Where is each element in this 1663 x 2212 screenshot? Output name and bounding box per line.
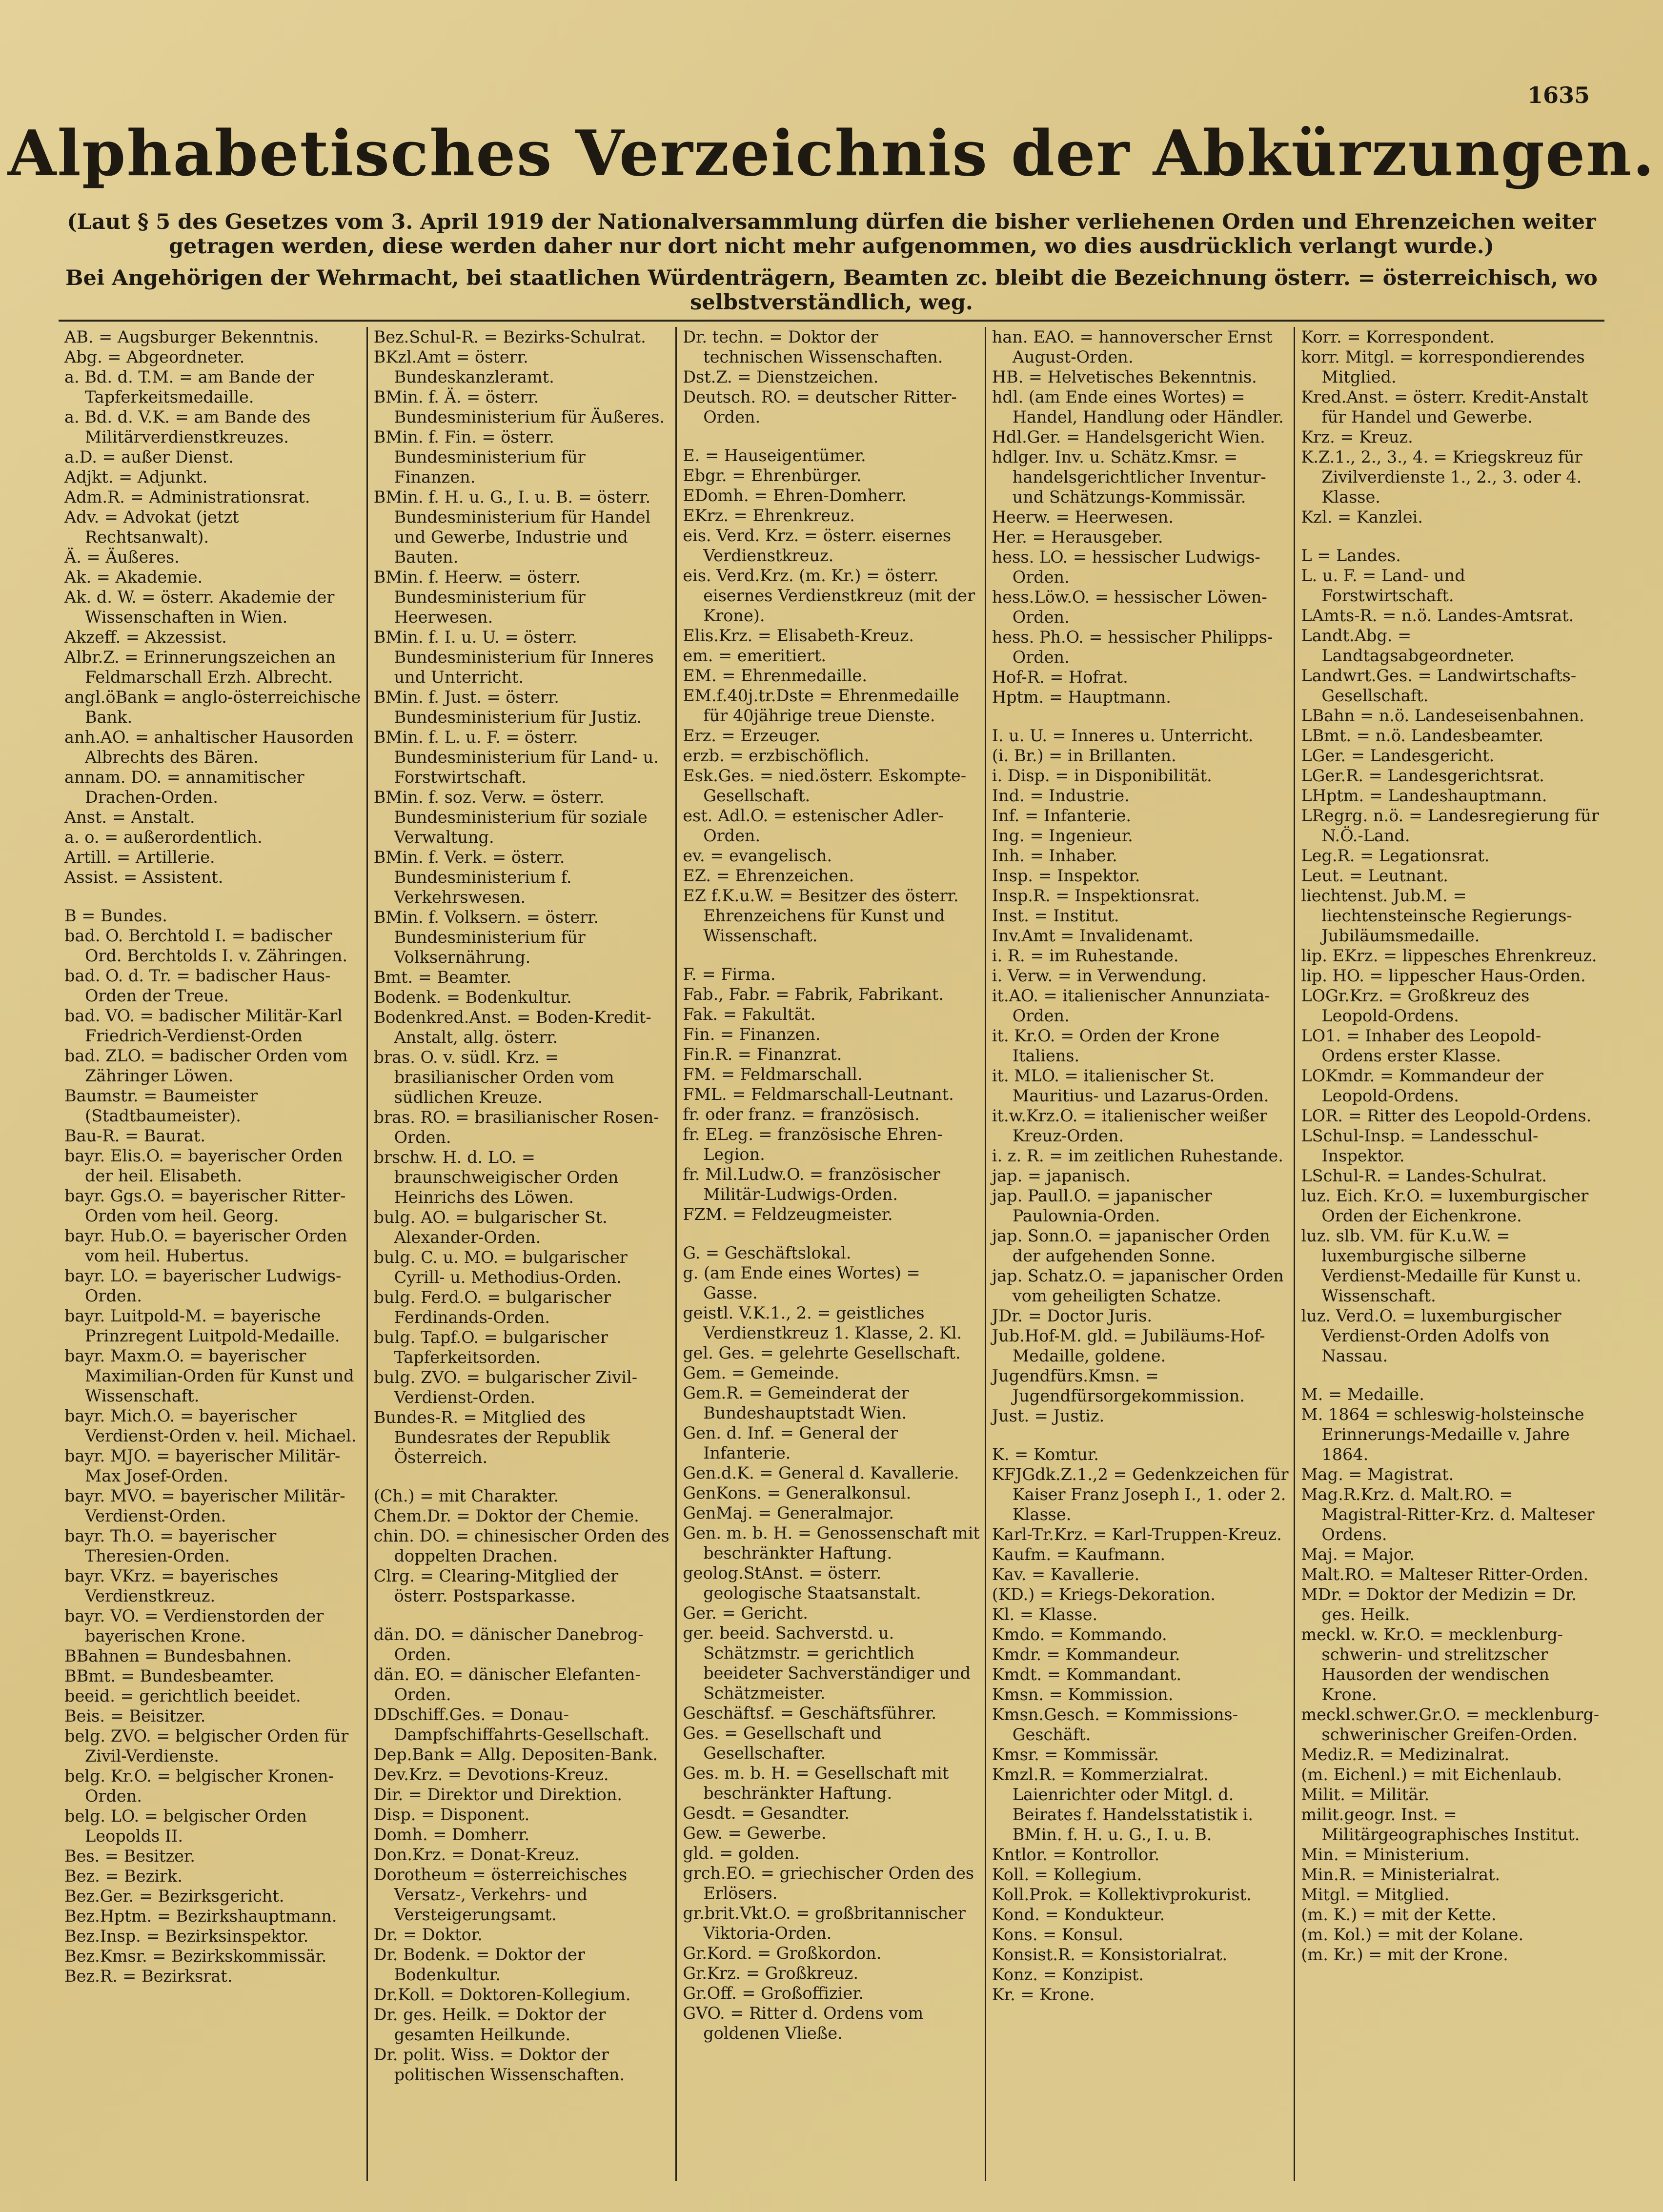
- abbreviation-entry: Abg. = Abgeordneter.: [64, 347, 245, 366]
- abbreviation-entry: eis. Verd. Krz. = österr. eisernes Verdienstkreuz.: [683, 526, 952, 565]
- abbreviation-entry: Konsist.R. = Konsistorialrat.: [992, 1945, 1228, 1964]
- column-4: [986, 327, 1296, 2181]
- abbreviation-entry: meckl. w. Kr.O. = mecklenburg-schwerin- und strelitzscher Hausorden der wendischen Krone.: [1301, 1625, 1563, 1704]
- abbreviation-entry: GenKons. = Generalkonsul.: [683, 1483, 912, 1502]
- abbreviation-entry: bayr. MVO. = bayerischer Militär-Verdienst-Orden.: [64, 1486, 345, 1525]
- abbreviation-entry: geolog.StAnst. = österr. geologische Staatsanstalt.: [683, 1563, 921, 1603]
- abbreviation-entry: Ind. = Industrie.: [992, 786, 1130, 805]
- abbreviation-entry: Kmsr. = Kommissär.: [992, 1745, 1159, 1764]
- abbreviation-entry: bayr. Maxm.O. = bayerischer Maximilian-Orden für Kunst und Wissenschaft.: [64, 1346, 354, 1405]
- abbreviation-entry: Gen. m. b. H. = Genossenschaft mit beschränkter Haftung.: [683, 1523, 980, 1563]
- abbreviation-entry: E. = Hauseigentümer.: [683, 446, 866, 465]
- abbreviation-entry: BMin. f. Ä. = österr. Bundesministerium für Äußeres.: [373, 387, 665, 426]
- abbreviation-entry: (m. Eichenl.) = mit Eichenlaub.: [1301, 1765, 1562, 1784]
- abbreviation-entry: Bundes-R. = Mitglied des Bundesrates der Republik Österreich.: [373, 1408, 610, 1467]
- abbreviation-entry: Kmsn. = Kommission.: [992, 1685, 1174, 1704]
- abbreviation-entry: Clrg. = Clearing-Mitglied der österr. Postsparkasse.: [373, 1566, 619, 1605]
- abbreviation-entry: EDomh. = Ehren-Domherr.: [683, 486, 907, 505]
- abbreviation-entry: EZ. = Ehrenzeichen.: [683, 866, 854, 885]
- abbreviation-entry: Kmdt. = Kommandant.: [992, 1665, 1181, 1684]
- abbreviation-entry: BMin. f. Fin. = österr. Bundesministerium für Finanzen.: [373, 427, 586, 487]
- abbreviation-entry: Insp.R. = Inspektionsrat.: [992, 886, 1200, 905]
- abbreviation-entry: lip. EKrz. = lippesches Ehrenkreuz.: [1301, 946, 1597, 965]
- abbreviation-entry: GenMaj. = Generalmajor.: [683, 1503, 894, 1522]
- abbreviation-entry: Adjkt. = Adjunkt.: [64, 467, 208, 487]
- abbreviation-entry: Albr.Z. = Erinnerungszeichen an Feldmarschall Erzh. Albrecht.: [64, 648, 336, 687]
- abbreviation-entry: Kred.Anst. = österr. Kredit-Anstalt für Handel und Gewerbe.: [1301, 387, 1588, 426]
- abbreviation-entry: Landt.Abg. = Landtagsabgeordneter.: [1301, 626, 1515, 665]
- abbreviation-entry: luz. Eich. Kr.O. = luxemburgischer Orden der Eichenkrone.: [1301, 1186, 1589, 1225]
- abbreviation-entry: LGer. = Landesgericht.: [1301, 746, 1495, 765]
- abbreviation-entry: LSchul-Insp. = Landesschul-Inspektor.: [1301, 1126, 1539, 1165]
- abbreviation-entry: G. = Geschäftslokal.: [683, 1243, 852, 1262]
- abbreviation-entry: Domh. = Domherr.: [373, 1825, 530, 1844]
- intro-note-secondary: Bei Angehörigen der Wehrmacht, bei staatlichen Würdenträgern, Beamten zc. bleibt die Bezeichnung österr. = österreichisch, wo selbstverständlich, weg.: [65, 266, 1598, 315]
- abbreviation-entry: Ak. d. W. = österr. Akademie der Wissenschaften in Wien.: [64, 588, 335, 627]
- abbreviation-entry: Kav. = Kavallerie.: [992, 1565, 1140, 1584]
- abbreviation-entry: Kzl. = Kanzlei.: [1301, 507, 1423, 527]
- abbreviation-entry: AB. = Augsburger Bekenntnis.: [64, 327, 319, 346]
- abbreviation-entry: a. Bd. d. V.K. = am Bande des Militärverdienstkreuzes.: [64, 407, 311, 446]
- abbreviation-entry: HB. = Helvetisches Bekenntnis.: [992, 367, 1257, 386]
- abbreviation-entry: Karl-Tr.Krz. = Karl-Truppen-Kreuz.: [992, 1525, 1282, 1544]
- abbreviation-entry: KFJGdk.Z.1.,2 = Gedenkzeichen für Kaiser Franz Joseph I., 1. oder 2. Klasse.: [992, 1465, 1289, 1524]
- abbreviation-entry: Koll.Prok. = Kollektivprokurist.: [992, 1885, 1252, 1904]
- abbreviation-entry: Dr. techn. = Doktor der technischen Wissenschaften.: [683, 327, 943, 366]
- abbreviation-entry: Insp. = Inspektor.: [992, 866, 1140, 885]
- abbreviation-entry: belg. LO. = belgischer Orden Leopolds II.: [64, 1806, 307, 1846]
- abbreviation-entry: i. z. R. = im zeitlichen Ruhestande.: [992, 1146, 1283, 1165]
- abbreviation-entry: (m. Kol.) = mit der Kolane.: [1301, 1925, 1524, 1944]
- abbreviation-entry: Kaufm. = Kaufmann.: [992, 1545, 1166, 1564]
- abbreviation-entry: LOGr.Krz. = Großkreuz des Leopold-Ordens.: [1301, 986, 1530, 1025]
- abbreviation-entry: a. Bd. d. T.M. = am Bande der Tapferkeitsmedaille.: [64, 367, 314, 406]
- abbreviation-entry: erzb. = erzbischöflich.: [683, 746, 870, 765]
- abbreviation-entry: Krz. = Kreuz.: [1301, 427, 1413, 446]
- abbreviation-entry: Ges. m. b. H. = Gesellschaft mit beschränkter Haftung.: [683, 1764, 949, 1803]
- abbreviation-entry: Dr.Koll. = Doktoren-Kollegium.: [373, 1985, 631, 2004]
- abbreviation-entry: F. = Firma.: [683, 965, 776, 984]
- abbreviation-entry: Koll. = Kollegium.: [992, 1865, 1142, 1884]
- page-number: 1635: [1527, 82, 1590, 108]
- abbreviation-entry: bayr. Ggs.O. = bayerischer Ritter-Orden vom heil. Georg.: [64, 1186, 346, 1225]
- abbreviation-entry: jap. Paull.O. = japanischer Paulownia-Orden.: [992, 1186, 1212, 1225]
- abbreviation-entry: MDr. = Doktor der Medizin = Dr. ges. Heilk.: [1301, 1585, 1577, 1624]
- abbreviation-entry: Bes. = Besitzer.: [64, 1847, 195, 1866]
- abbreviation-entry: (Ch.) = mit Charakter.: [373, 1486, 559, 1505]
- abbreviation-entry: BMin. f. Verk. = österr. Bundesministerium f. Verkehrswesen.: [373, 848, 572, 907]
- abbreviation-entry: Kr. = Krone.: [992, 1985, 1095, 2004]
- abbreviation-entry: Bez.Schul-R. = Bezirks-Schulrat.: [373, 327, 646, 346]
- abbreviation-entry: gr.brit.Vkt.O. = großbritannischer Viktoria-Orden.: [683, 1904, 966, 1943]
- abbreviation-entry: Ger. = Gericht.: [683, 1603, 808, 1623]
- abbreviation-entry: BMin. f. soz. Verw. = österr. Bundesministerium für soziale Verwaltung.: [373, 788, 648, 847]
- abbreviation-entry: Fin. = Finanzen.: [683, 1025, 821, 1044]
- abbreviation-entry: gel. Ges. = gelehrte Gesellschaft.: [683, 1343, 961, 1362]
- abbreviation-entry: K. = Komtur.: [992, 1445, 1099, 1464]
- abbreviation-entry: Hptm. = Hauptmann.: [992, 688, 1171, 707]
- abbreviation-entry: (m. K.) = mit der Kette.: [1301, 1905, 1497, 1924]
- abbreviation-entry: Bodenk. = Bodenkultur.: [373, 988, 572, 1007]
- abbreviation-entry: Bez.Ger. = Bezirksgericht.: [64, 1887, 284, 1906]
- abbreviation-entry: Erz. = Erzeuger.: [683, 726, 821, 745]
- abbreviation-entry: (i. Br.) = in Brillanten.: [992, 746, 1176, 765]
- abbreviation-entry: jap. Sonn.O. = japanischer Orden der aufgehenden Sonne.: [992, 1226, 1270, 1265]
- abbreviation-entry: LHptm. = Landeshauptmann.: [1301, 786, 1547, 805]
- abbreviation-entry: Mag. = Magistrat.: [1301, 1465, 1454, 1484]
- abbreviation-entry: Ä. = Äußeres.: [64, 548, 180, 567]
- abbreviation-entry: LAmts-R. = n.ö. Landes-Amtsrat.: [1301, 606, 1574, 625]
- abbreviation-entry: BMin. f. I. u. U. = österr. Bundesministerium für Inneres und Unterricht.: [373, 628, 654, 687]
- abbreviation-entry: Min. = Ministerium.: [1301, 1845, 1470, 1864]
- abbreviation-entry: bayr. Luitpold-M. = bayerische Prinzregent Luitpold-Medaille.: [64, 1306, 340, 1345]
- abbreviation-entry: Fak. = Fakultät.: [683, 1005, 816, 1024]
- abbreviation-entry: Don.Krz. = Donat-Kreuz.: [373, 1845, 580, 1864]
- abbreviation-entry: BMin. f. H. u. G., I. u. B. = österr. Bundesministerium für Handel und Gewerbe, Industrie und Bauten.: [373, 487, 651, 567]
- abbreviation-entry: EM. = Ehrenmedaille.: [683, 666, 868, 685]
- abbreviation-entry: Kond. = Kondukteur.: [992, 1905, 1165, 1924]
- abbreviation-entry: LGer.R. = Landesgerichtsrat.: [1301, 766, 1544, 785]
- abbreviation-entry: bayr. Hub.O. = bayerischer Orden vom heil. Hubertus.: [64, 1226, 347, 1265]
- abbreviation-entry: fr. Mil.Ludw.O. = französischer Militär-Ludwigs-Orden.: [683, 1165, 940, 1204]
- abbreviation-entry: Hdl.Ger. = Handelsgericht Wien.: [992, 427, 1265, 446]
- abbreviation-entry: Deutsch. RO. = deutscher Ritter-Orden.: [683, 387, 957, 426]
- abbreviation-entry: FML. = Feldmarschall-Leutnant.: [683, 1085, 954, 1104]
- abbreviation-entry: belg. Kr.O. = belgischer Kronen-Orden.: [64, 1766, 334, 1806]
- abbreviation-entry: anh.AO. = anhaltischer Hausorden Albrechts des Bären.: [64, 728, 354, 767]
- abbreviation-entry: EKrz. = Ehrenkreuz.: [683, 506, 855, 525]
- abbreviation-entry: EM.f.40j.tr.Dste = Ehrenmedaille für 40jährige treue Dienste.: [683, 686, 959, 725]
- abbreviation-entry: Fin.R. = Finanzrat.: [683, 1045, 842, 1064]
- abbreviation-entry: M. 1864 = schleswig-holsteinsche Erinnerungs-Medaille v. Jahre 1864.: [1301, 1405, 1584, 1464]
- abbreviation-entry: Her. = Herausgeber.: [992, 528, 1163, 547]
- abbreviation-entry: hess. Ph.O. = hessischer Philipps-Orden.: [992, 628, 1273, 667]
- abbreviation-entry: luz. slb. VM. für K.u.W. = luxemburgische silberne Verdienst-Medaille für Kunst u. Wissenschaft.: [1301, 1226, 1582, 1305]
- abbreviation-entry: Kmdo. = Kommando.: [992, 1625, 1167, 1644]
- abbreviation-entry: Adm.R. = Administrationsrat.: [64, 487, 310, 507]
- abbreviation-entry: bayr. Th.O. = bayerischer Theresien-Orden.: [64, 1526, 277, 1565]
- abbreviation-entry: Konz. = Konzipist.: [992, 1965, 1144, 1984]
- abbreviation-entry: FZM. = Feldzeugmeister.: [683, 1205, 893, 1224]
- abbreviation-entry: jap. = japanisch.: [992, 1166, 1131, 1185]
- abbreviation-entry: bayr. Mich.O. = bayerischer Verdienst-Orden v. heil. Michael.: [64, 1406, 357, 1445]
- abbreviation-entry: Ing. = Ingenieur.: [992, 826, 1133, 845]
- abbreviation-entry: EZ f.K.u.W. = Besitzer des österr. Ehrenzeichens für Kunst und Wissenschaft.: [683, 886, 959, 945]
- abbreviation-entry: Anst. = Anstalt.: [64, 808, 195, 827]
- abbreviation-entry: geistl. V.K.1., 2. = geistliches Verdienstkreuz 1. Klasse, 2. Kl.: [683, 1303, 962, 1342]
- abbreviation-entry: bras. O. v. südl. Krz. = brasilianischer Orden vom südlichen Kreuze.: [373, 1048, 614, 1107]
- abbreviation-entry: Malt.RO. = Malteser Ritter-Orden.: [1301, 1565, 1589, 1584]
- abbreviation-entry: bulg. AO. = bulgarischer St. Alexander-Orden.: [373, 1208, 608, 1247]
- abbreviation-entry: ev. = evangelisch.: [683, 846, 832, 865]
- abbreviation-entry: Esk.Ges. = nied.österr. Eskompte-Gesellschaft.: [683, 766, 967, 805]
- abbreviation-entry: Dev.Krz. = Devotions-Kreuz.: [373, 1765, 609, 1784]
- abbreviation-entry: Kmsn.Gesch. = Kommissions-Geschäft.: [992, 1705, 1238, 1744]
- abbreviation-entry: i. Verw. = in Verwendung.: [992, 966, 1207, 985]
- abbreviation-entry: L. u. F. = Land- und Forstwirtschaft.: [1301, 566, 1465, 605]
- abbreviation-entry: Gew. = Gewerbe.: [683, 1824, 827, 1843]
- intro-note: (Laut § 5 des Gesetzes vom 3. April 1919 der Nationalversammlung dürfen die bisher verliehenen Orden und Ehrenzeichen weiter getragen werden, diese werden daher nur dort nicht mehr aufgenommen, wo dies ausdrücklich verlangt wurde.): [67, 210, 1596, 259]
- abbreviation-entry: Hof-R. = Hofrat.: [992, 668, 1128, 687]
- abbreviation-entry: LOKmdr. = Kommandeur der Leopold-Ordens.: [1301, 1066, 1543, 1105]
- abbreviation-entry: bayr. Elis.O. = bayerischer Orden der heil. Elisabeth.: [64, 1146, 343, 1185]
- abbreviation-entry: Mag.R.Krz. d. Malt.RO. = Magistral-Ritter-Krz. d. Malteser Ordens.: [1301, 1485, 1595, 1544]
- abbreviation-entry: Mediz.R. = Medizinalrat.: [1301, 1745, 1510, 1764]
- abbreviation-entry: Gen. d. Inf. = General der Infanterie.: [683, 1423, 898, 1462]
- abbreviation-entry: Jugendfürs.Kmsn. = Jugendfürsorgekommission.: [992, 1366, 1245, 1405]
- abbreviation-entry: liechtenst. Jub.M. = liechtensteinsche Regierungs-Jubiläumsmedaille.: [1301, 886, 1572, 945]
- abbreviation-entry: hess. LO. = hessischer Ludwigs-Orden.: [992, 548, 1260, 587]
- abbreviation-entry: Dir. = Direktor und Direktion.: [373, 1785, 623, 1804]
- abbreviation-entry: Dr. ges. Heilk. = Doktor der gesamten Heilkunde.: [373, 2005, 606, 2044]
- abbreviation-entry: Gen.d.K. = General d. Kavallerie.: [683, 1463, 959, 1482]
- abbreviation-entry: Beis. = Beisitzer.: [64, 1706, 206, 1725]
- abbreviation-entry: bayr. VO. = Verdienstorden der bayerischen Krone.: [64, 1606, 324, 1645]
- abbreviation-entry: Ak. = Akademie.: [64, 568, 203, 587]
- abbreviation-entry: Baumstr. = Baumeister (Stadtbaumeister).: [64, 1086, 258, 1125]
- abbreviation-entry: milit.geogr. Inst. = Militärgeographisches Institut.: [1301, 1805, 1580, 1844]
- abbreviation-entry: eis. Verd.Krz. (m. Kr.) = österr. eisernes Verdienstkreuz (mit der Krone).: [683, 566, 975, 625]
- abbreviation-entry: meckl.schwer.Gr.O. = mecklenburg-schwerinischer Greifen-Orden.: [1301, 1705, 1600, 1744]
- abbreviation-entry: Adv. = Advokat (jetzt Rechtsanwalt).: [64, 507, 239, 547]
- abbreviation-entry: fr. ELeg. = französische Ehren-Legion.: [683, 1125, 943, 1164]
- abbreviation-entry: LBmt. = n.ö. Landesbeamter.: [1301, 726, 1544, 745]
- abbreviation-entry: Bmt. = Beamter.: [373, 968, 511, 987]
- abbreviation-entry: Dorotheum = österreichisches Versatz-, Verkehrs- und Versteigerungsamt.: [373, 1865, 628, 1924]
- abbreviation-entry: belg. ZVO. = belgischer Orden für Zivil-Verdienste.: [64, 1726, 349, 1766]
- abbreviation-entry: BMin. f. Heerw. = österr. Bundesministerium für Heerwesen.: [373, 568, 586, 627]
- abbreviation-entry: bad. O. Berchtold I. = badischer Ord. Berchtolds I. v. Zähringen.: [64, 926, 348, 965]
- abbreviation-entry: a.D. = außer Dienst.: [64, 447, 234, 467]
- abbreviation-entry: it.w.Krz.O. = italienischer weißer Kreuz-Orden.: [992, 1106, 1267, 1145]
- abbreviation-entry: dän. DO. = dänischer Danebrog-Orden.: [373, 1625, 644, 1664]
- abbreviation-entry: (m. Kr.) = mit der Krone.: [1301, 1945, 1508, 1964]
- abbreviation-entry: B = Bundes.: [64, 906, 167, 925]
- abbreviation-entry: (KD.) = Kriegs-Dekoration.: [992, 1585, 1216, 1604]
- abbreviation-entry: BBmt. = Bundesbeamter.: [64, 1666, 274, 1685]
- abbreviation-entry: bulg. Tapf.O. = bulgarischer Tapferkeitsorden.: [373, 1328, 608, 1367]
- abbreviation-entry: Min.R. = Ministerialrat.: [1301, 1865, 1501, 1884]
- abbreviation-entry: Leut. = Leutnant.: [1301, 866, 1448, 885]
- abbreviation-entry: Gr.Krz. = Großkreuz.: [683, 1964, 858, 1983]
- abbreviation-entry: em. = emeritiert.: [683, 646, 827, 665]
- abbreviation-entry: Geschäftsf. = Geschäftsführer.: [683, 1704, 937, 1723]
- abbreviation-entry: M. = Medaille.: [1301, 1385, 1424, 1404]
- abbreviation-entry: bad. ZLO. = badischer Orden vom Zähringer Löwen.: [64, 1046, 348, 1085]
- abbreviation-entry: Fab., Fabr. = Fabrik, Fabrikant.: [683, 985, 944, 1004]
- abbreviation-entry: Jub.Hof-M. gld. = Jubiläums-Hof-Medaille, goldene.: [992, 1326, 1265, 1365]
- abbreviation-entry: BMin. f. L. u. F. = österr. Bundesministerium für Land- u. Forstwirtschaft.: [373, 728, 659, 787]
- abbreviation-entry: I. u. U. = Inneres u. Unterricht.: [992, 726, 1254, 745]
- abbreviation-entry: Akzeff. = Akzessist.: [64, 628, 227, 647]
- abbreviation-entry: Bez.Hptm. = Bezirkshauptmann.: [64, 1907, 337, 1926]
- abbreviation-entry: han. EAO. = hannoverscher Ernst August-Orden.: [992, 327, 1273, 366]
- abbreviation-entry: Heerw. = Heerwesen.: [992, 507, 1174, 527]
- abbreviation-entry: g. (am Ende eines Wortes) = Gasse.: [683, 1263, 920, 1302]
- abbreviation-entry: angl.öBank = anglo-österreichische Bank.: [64, 688, 361, 727]
- abbreviation-entry: Bez. = Bezirk.: [64, 1867, 183, 1886]
- abbreviation-entry: i. R. = im Ruhestande.: [992, 946, 1179, 965]
- abbreviation-entry: Gem.R. = Gemeinderat der Bundeshauptstadt Wien.: [683, 1383, 909, 1422]
- abbreviation-entry: Inf. = Infanterie.: [992, 806, 1132, 825]
- abbreviation-entry: Bodenkred.Anst. = Boden-Kredit-Anstalt, allg. österr.: [373, 1008, 651, 1047]
- abbreviation-entry: Dep.Bank = Allg. Depositen-Bank.: [373, 1745, 658, 1764]
- abbreviation-entry: Kmzl.R. = Kommerzialrat. Laienrichter oder Mitgl. d. Beirates f. Handelsstatistik i. BMin. f. H. u. G., I. u. B.: [992, 1765, 1253, 1844]
- abbreviation-entry: Assist. = Assistent.: [64, 868, 223, 887]
- abbreviation-entry: it. Kr.O. = Orden der Krone Italiens.: [992, 1026, 1220, 1065]
- abbreviation-entry: Gr.Off. = Großoffizier.: [683, 1984, 864, 2003]
- abbreviation-entry: Inst. = Institut.: [992, 906, 1119, 925]
- abbreviation-entry: Dr. Bodenk. = Doktor der Bodenkultur.: [373, 1945, 585, 1984]
- abbreviation-entry: L = Landes.: [1301, 546, 1401, 565]
- page-title: Alphabetisches Verzeichnis der Abkürzungen.: [7, 117, 1656, 190]
- abbreviation-entry: Bez.Kmsr. = Bezirkskommissär.: [64, 1947, 327, 1966]
- abbreviation-entry: LRegrg. n.ö. = Landesregierung für N.Ö.-Land.: [1301, 806, 1600, 845]
- abbreviation-entry: hdlger. Inv. u. Schätz.Kmsr. = handelsgerichtlicher Inventur- und Schätzungs-Kommissär.: [992, 447, 1266, 507]
- abbreviation-entry: fr. oder franz. = französisch.: [683, 1105, 920, 1124]
- abbreviation-entry: Kl. = Klasse.: [992, 1605, 1098, 1624]
- abbreviation-entry: Just. = Justiz.: [992, 1406, 1105, 1425]
- abbreviation-entry: bayr. LO. = bayerischer Ludwigs-Orden.: [64, 1266, 342, 1305]
- abbreviation-entry: chin. DO. = chinesischer Orden des doppelten Drachen.: [373, 1526, 669, 1565]
- abbreviation-entry: Kmdr. = Kommandeur.: [992, 1645, 1180, 1664]
- abbreviation-entry: JDr. = Doctor Juris.: [992, 1306, 1153, 1325]
- abbreviation-entry: Dr. = Doktor.: [373, 1925, 483, 1944]
- abbreviation-entry: Elis.Krz. = Elisabeth-Kreuz.: [683, 626, 914, 645]
- abbreviation-entry: FM. = Feldmarschall.: [683, 1065, 863, 1084]
- abbreviation-entry: Inh. = Inhaber.: [992, 846, 1117, 865]
- abbreviation-entry: bad. VO. = badischer Militär-Karl Friedrich-Verdienst-Orden: [64, 1006, 343, 1045]
- abbreviation-entry: it. MLO. = italienischer St. Mauritius- und Lazarus-Orden.: [992, 1066, 1269, 1105]
- column-3: [677, 327, 986, 2181]
- abbreviation-entry: est. Adl.O. = estenischer Adler-Orden.: [683, 806, 944, 845]
- abbreviation-entry: Ebgr. = Ehrenbürger.: [683, 466, 862, 485]
- column-5: [1295, 327, 1604, 2181]
- abbreviation-entry: annam. DO. = annamitischer Drachen-Orden.: [64, 768, 304, 807]
- abbreviation-entry: gld. = golden.: [683, 1844, 800, 1863]
- abbreviation-entry: hess.Löw.O. = hessischer Löwen-Orden.: [992, 588, 1267, 627]
- abbreviation-entry: bayr. VKrz. = bayerisches Verdienstkreuz.: [64, 1566, 279, 1605]
- abbreviation-entry: BBahnen = Bundesbahnen.: [64, 1646, 292, 1665]
- abbreviation-entry: bad. O. d. Tr. = badischer Haus-Orden der Treue.: [64, 966, 331, 1005]
- abbreviation-entry: LBahn = n.ö. Landeseisenbahnen.: [1301, 706, 1584, 725]
- abbreviation-entry: BKzl.Amt = österr. Bundeskanzleramt.: [373, 347, 554, 386]
- abbreviation-entry: LOR. = Ritter des Leopold-Ordens.: [1301, 1106, 1592, 1125]
- abbreviation-columns: [59, 327, 1604, 2181]
- abbreviation-entry: Mitgl. = Mitglied.: [1301, 1885, 1450, 1904]
- abbreviation-entry: Bez.Insp. = Bezirksinspektor.: [64, 1927, 309, 1946]
- abbreviation-entry: a. o. = außerordentlich.: [64, 828, 263, 847]
- abbreviation-entry: korr. Mitgl. = korrespondierendes Mitglied.: [1301, 347, 1585, 386]
- abbreviation-entry: Maj. = Major.: [1301, 1545, 1415, 1564]
- abbreviation-entry: Gem. = Gemeinde.: [683, 1363, 839, 1382]
- abbreviation-entry: i. Disp. = in Disponibilität.: [992, 766, 1212, 785]
- abbreviation-entry: Bez.R. = Bezirksrat.: [64, 1967, 233, 1986]
- column-1: [59, 327, 368, 2181]
- abbreviation-entry: brschw. H. d. LO. = braunschweigischer Orden Heinrichs des Löwen.: [373, 1148, 619, 1207]
- abbreviation-entry: DDschiff.Ges. = Donau-Dampfschiffahrts-Gesellschaft.: [373, 1705, 649, 1744]
- abbreviation-entry: Dr. polit. Wiss. = Doktor der politischen Wissenschaften.: [373, 2045, 625, 2084]
- abbreviation-entry: luz. Verd.O. = luxemburgischer Verdienst-Orden Adolfs von Nassau.: [1301, 1306, 1562, 1365]
- abbreviation-entry: Gesdt. = Gesandter.: [683, 1804, 850, 1823]
- abbreviation-entry: Chem.Dr. = Doktor der Chemie.: [373, 1506, 639, 1525]
- abbreviation-entry: hdl. (am Ende eines Wortes) = Handel, Handlung oder Händler.: [992, 387, 1284, 426]
- abbreviation-entry: dän. EO. = dänischer Elefanten-Orden.: [373, 1665, 641, 1704]
- abbreviation-entry: Inv.Amt = Invalidenamt.: [992, 926, 1194, 945]
- abbreviation-entry: Kntlor. = Kontrollor.: [992, 1845, 1160, 1864]
- abbreviation-entry: Milit. = Militär.: [1301, 1785, 1430, 1804]
- abbreviation-entry: lip. HO. = lippescher Haus-Orden.: [1301, 966, 1586, 985]
- abbreviation-entry: bras. RO. = brasilianischer Rosen-Orden.: [373, 1108, 659, 1147]
- abbreviation-entry: BMin. f. Volksern. = österr. Bundesministerium für Volksernährung.: [373, 908, 599, 967]
- abbreviation-entry: grch.EO. = griechischer Orden des Erlösers.: [683, 1864, 974, 1903]
- abbreviation-entry: jap. Schatz.O. = japanischer Orden vom geheiligten Schatze.: [992, 1266, 1284, 1305]
- abbreviation-entry: Kons. = Konsul.: [992, 1925, 1123, 1944]
- abbreviation-entry: Korr. = Korrespondent.: [1301, 327, 1495, 346]
- abbreviation-entry: bayr. MJO. = bayerischer Militär-Max Josef-Orden.: [64, 1446, 341, 1485]
- abbreviation-entry: Artill. = Artillerie.: [64, 848, 215, 867]
- abbreviation-entry: bulg. C. u. MO. = bulgarischer Cyrill- u. Methodius-Orden.: [373, 1248, 628, 1287]
- abbreviation-entry: Disp. = Disponent.: [373, 1805, 530, 1824]
- abbreviation-entry: LSchul-R. = Landes-Schulrat.: [1301, 1166, 1547, 1185]
- abbreviation-entry: Dst.Z. = Dienstzeichen.: [683, 367, 879, 386]
- abbreviation-entry: Bau-R. = Baurat.: [64, 1126, 205, 1145]
- abbreviation-entry: it.AO. = italienischer Annunziata-Orden.: [992, 986, 1270, 1025]
- column-2: [368, 327, 677, 2181]
- header-divider: [59, 320, 1604, 322]
- abbreviation-entry: ger. beeid. Sachverstd. u. Schätzmstr. = gerichtlich beeideter Sachverständiger und Schätzmeister.: [683, 1623, 971, 1703]
- abbreviation-entry: LO1. = Inhaber des Leopold-Ordens erster Klasse.: [1301, 1026, 1541, 1065]
- abbreviation-entry: GVO. = Ritter d. Ordens vom goldenen Vließe.: [683, 2004, 924, 2043]
- abbreviation-entry: Leg.R. = Legationsrat.: [1301, 846, 1490, 865]
- abbreviation-entry: bulg. ZVO. = bulgarischer Zivil-Verdienst-Orden.: [373, 1368, 638, 1407]
- abbreviation-entry: BMin. f. Just. = österr. Bundesministerium für Justiz.: [373, 688, 642, 727]
- abbreviation-entry: Ges. = Gesellschaft und Gesellschafter.: [683, 1724, 882, 1763]
- abbreviation-entry: Gr.Kord. = Großkordon.: [683, 1944, 882, 1963]
- abbreviation-entry: beeid. = gerichtlich beeidet.: [64, 1686, 301, 1705]
- abbreviation-entry: bulg. Ferd.O. = bulgarischer Ferdinands-Orden.: [373, 1288, 611, 1327]
- abbreviation-entry: K.Z.1., 2., 3., 4. = Kriegskreuz für Zivilverdienste 1., 2., 3. oder 4. Klasse.: [1301, 447, 1582, 507]
- abbreviation-entry: Landwrt.Ges. = Landwirtschafts-Gesellschaft.: [1301, 666, 1577, 705]
